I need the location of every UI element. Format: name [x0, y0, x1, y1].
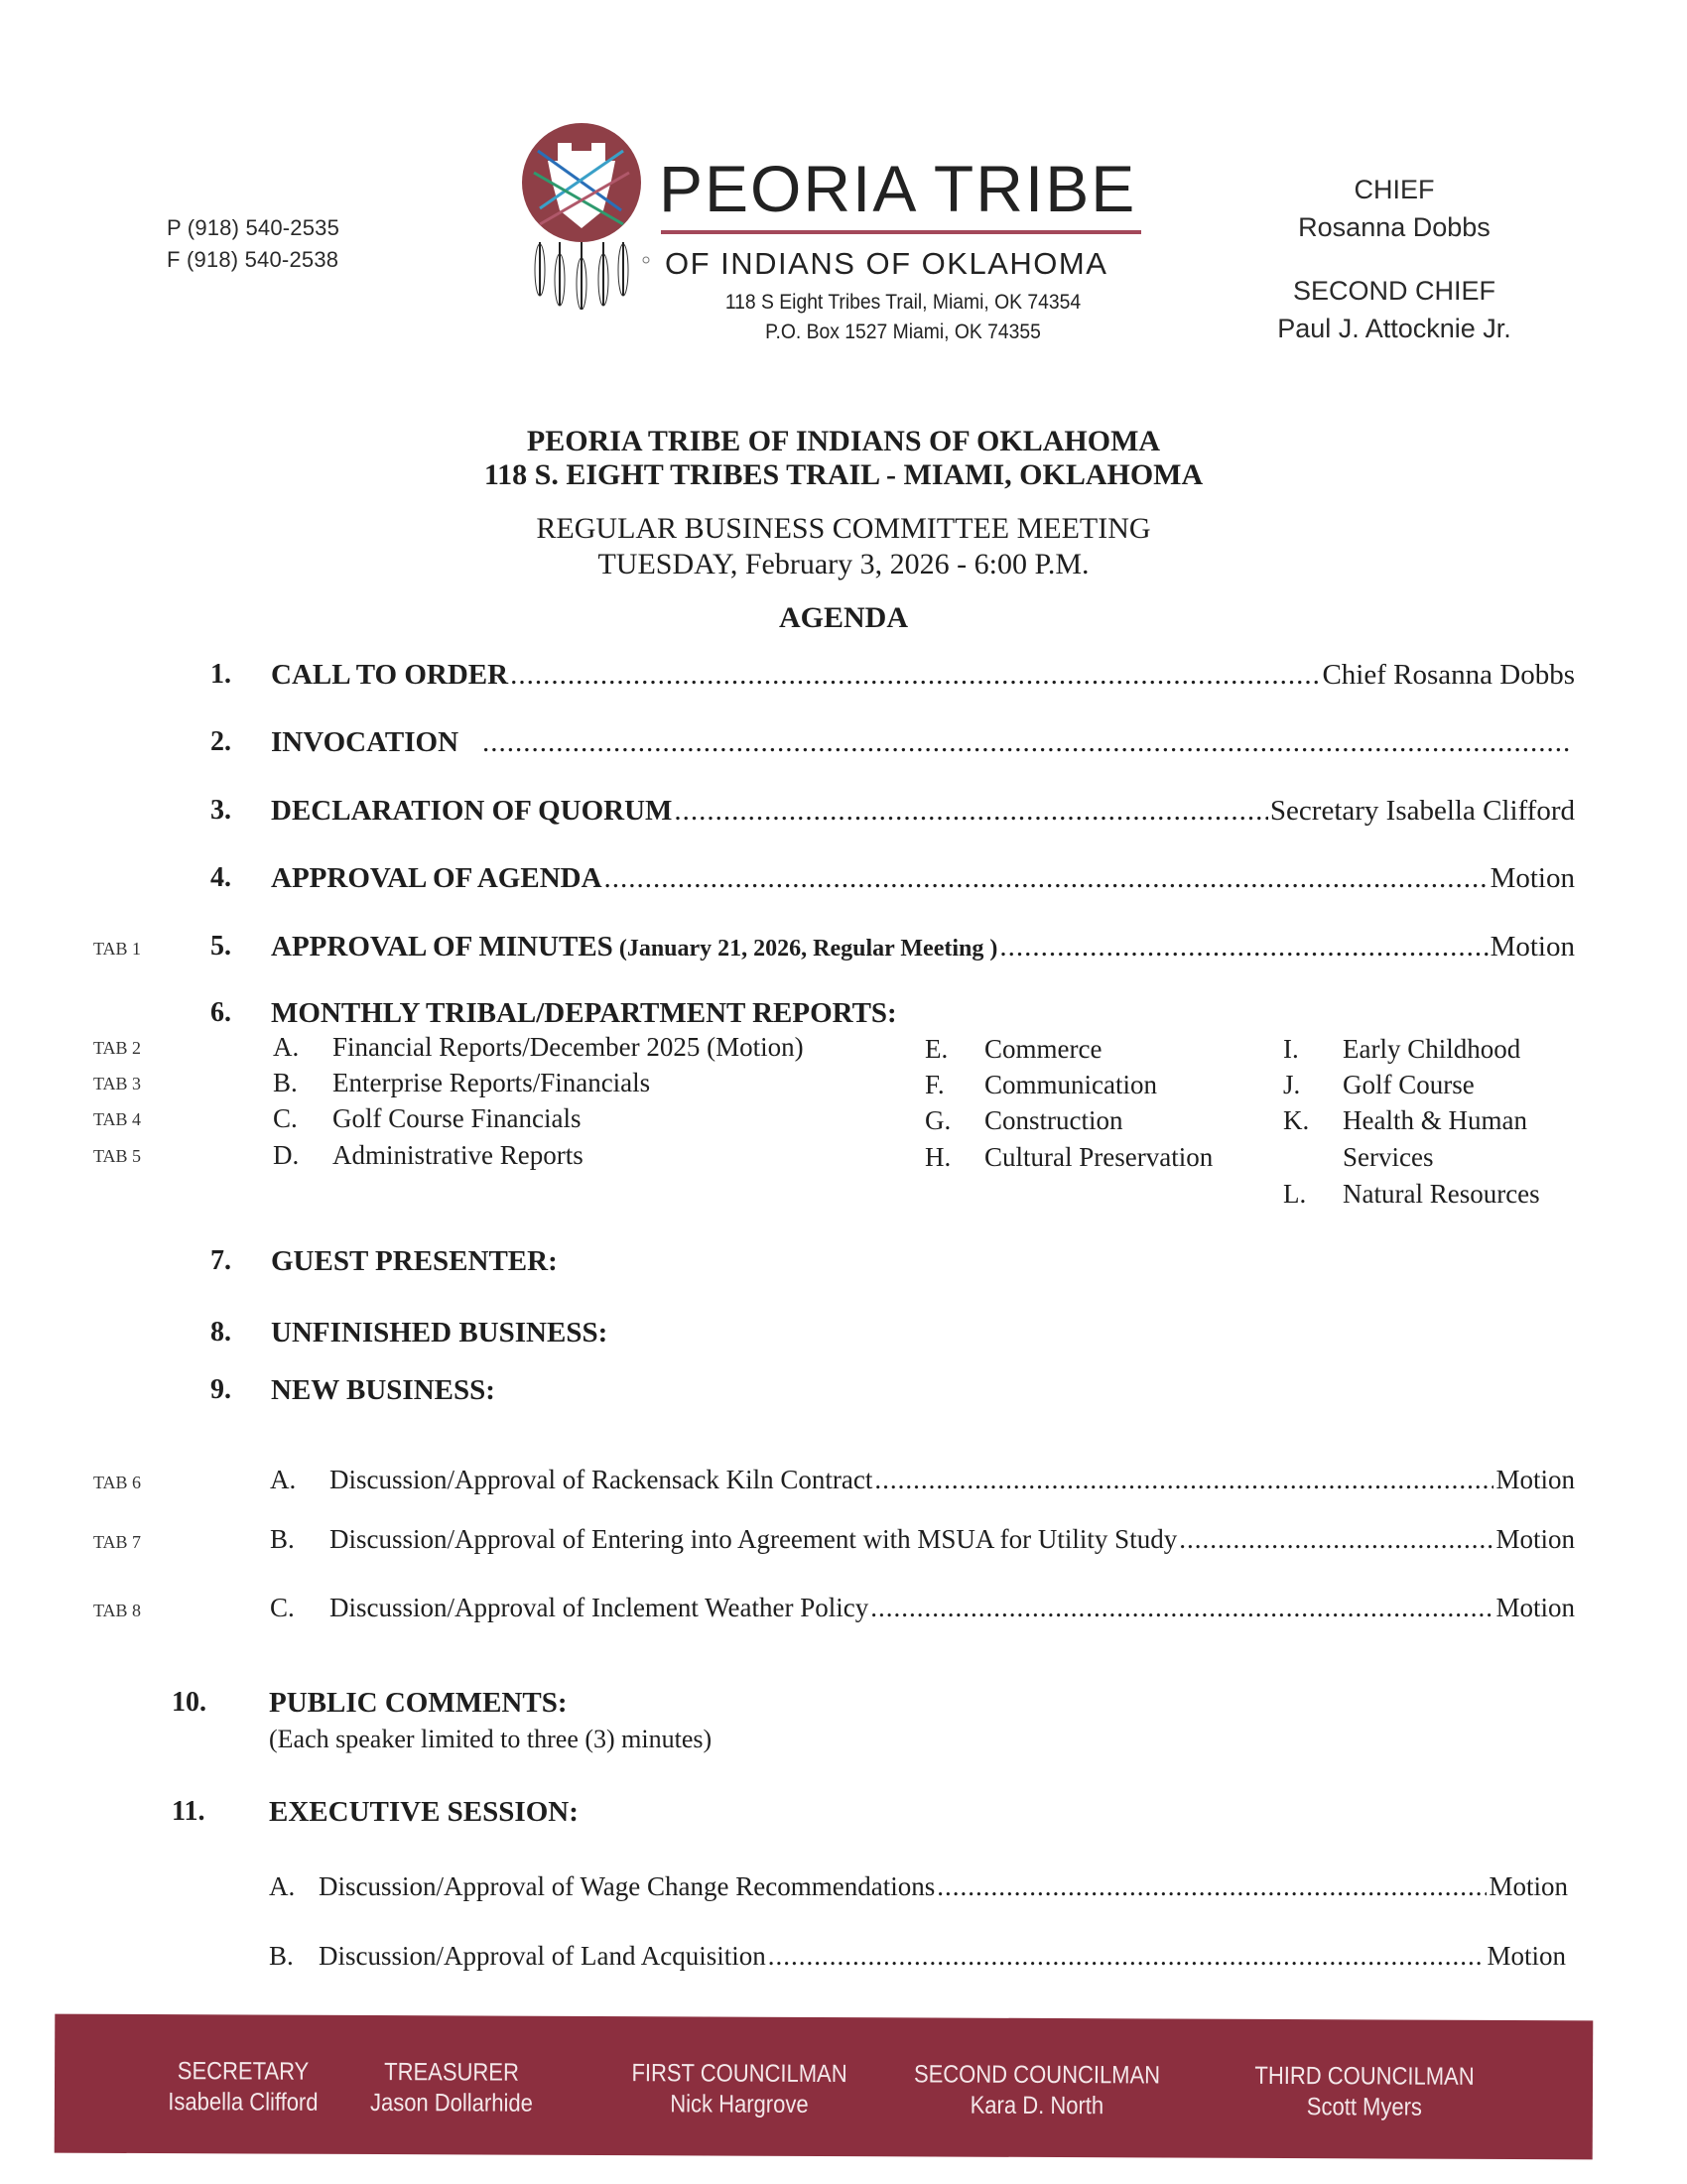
- tab-label: TAB 6: [93, 1473, 142, 1492]
- sub-letter: A.: [270, 1465, 297, 1494]
- item-number: 6.: [210, 997, 231, 1028]
- report-letter: D.: [273, 1140, 300, 1170]
- officer-title: TREASURER: [384, 2058, 519, 2087]
- chief-name: Rosanna Dobbs: [1298, 212, 1491, 242]
- tab-label: TAB 8: [93, 1601, 142, 1620]
- item-number: 7.: [210, 1245, 231, 1276]
- report-text: Natural Resources: [1343, 1179, 1540, 1209]
- report-item: [0, 1068, 893, 1103]
- report-letter: I.: [1283, 1034, 1299, 1064]
- report-letter: C.: [273, 1103, 298, 1133]
- document-heading: [298, 425, 1389, 492]
- chief-title: CHIEF: [1354, 175, 1435, 204]
- org-address: [638, 288, 1168, 347]
- item-number: 2.: [210, 726, 231, 757]
- agenda-item-7: [0, 1245, 1687, 1285]
- report-letter: L.: [1283, 1179, 1307, 1209]
- item-title: NEW BUSINESS:: [271, 1374, 495, 1406]
- tab-label: TAB 3: [93, 1074, 142, 1093]
- sub-letter: B.: [269, 1941, 294, 1971]
- agenda-item-6: [0, 997, 1687, 1037]
- agenda-title: AGENDA: [778, 601, 908, 634]
- tab-label: TAB 7: [93, 1532, 142, 1552]
- sub-text: Discussion/Approval of Inclement Weather Policy: [329, 1593, 869, 1622]
- sub-responsible: Motion: [1495, 1524, 1575, 1554]
- sub-text: Discussion/Approval of Rackensack Kiln Contract: [329, 1465, 873, 1494]
- agenda-item-8: [0, 1317, 1687, 1356]
- sub-responsible: Motion: [1495, 1465, 1575, 1494]
- officer-third-councilman: [1233, 2061, 1495, 2123]
- org-subtitle: OF INDIANS OF OKLAHOMA: [665, 246, 1108, 281]
- officer-first-councilman: [608, 2058, 870, 2120]
- sub-responsible: Motion: [1495, 1593, 1575, 1622]
- leader-dots: [1179, 1524, 1493, 1555]
- item-title: UNFINISHED BUSINESS:: [271, 1317, 608, 1349]
- item-title: APPROVAL OF AGENDA: [271, 862, 602, 894]
- sub-responsible: Motion: [1487, 1941, 1566, 1971]
- agenda-item-2: [0, 726, 1687, 766]
- phone-number: P (918) 540-2535: [167, 215, 340, 240]
- leader-dots: [874, 1465, 1493, 1495]
- officer-title: THIRD COUNCILMAN: [1254, 2061, 1475, 2091]
- sub-text: Discussion/Approval of Wage Change Recommendations: [319, 1871, 936, 1901]
- item-title: MONTHLY TRIBAL/DEPARTMENT REPORTS:: [271, 997, 897, 1029]
- item-note: (January 21, 2026, Regular Meeting ): [618, 936, 998, 962]
- second-chief-name: Paul J. Attocknie Jr.: [1277, 314, 1511, 343]
- item-title: INVOCATION: [271, 726, 459, 758]
- report-letter: E.: [925, 1034, 949, 1064]
- contact-numbers: [167, 212, 339, 276]
- item-title: PUBLIC COMMENTS:: [269, 1687, 568, 1719]
- tab-label: TAB 4: [93, 1109, 142, 1129]
- item-number: 3.: [210, 795, 231, 826]
- leader-dots: [999, 931, 1488, 964]
- report-item: [0, 1032, 893, 1068]
- tab-label: TAB 5: [93, 1146, 142, 1166]
- report-letter: G.: [925, 1105, 952, 1135]
- report-letter: H.: [925, 1142, 952, 1172]
- item-responsible: Secretary Isabella Clifford: [1269, 795, 1575, 827]
- item-title: CALL TO ORDER: [271, 659, 509, 691]
- officer-title: FIRST COUNCILMAN: [631, 2059, 847, 2089]
- meeting-info: [298, 511, 1389, 582]
- meeting-type: REGULAR BUSINESS COMMITTEE MEETING: [536, 512, 1151, 545]
- report-text: Construction: [984, 1105, 1123, 1135]
- item-number: 10.: [172, 1687, 206, 1718]
- report-letter: J.: [1283, 1070, 1301, 1099]
- agenda-item-3: [0, 795, 1687, 835]
- executive-session-item: [0, 1941, 1687, 1981]
- agenda-item-4: [0, 862, 1687, 902]
- second-chief-title: SECOND CHIEF: [1292, 276, 1496, 306]
- leader-dots: [510, 659, 1320, 692]
- officer-name: Kara D. North: [970, 2091, 1104, 2120]
- new-business-item: [0, 1593, 1687, 1632]
- street-address: 118 S Eight Tribes Trail, Miami, OK 74354: [724, 291, 1082, 314]
- sub-letter: B.: [270, 1524, 295, 1554]
- item-number: 4.: [210, 862, 231, 893]
- agenda-item-11: [0, 1796, 1687, 1836]
- report-text: Cultural Preservation: [984, 1142, 1214, 1172]
- officer-name: Jason Dollarhide: [369, 2089, 533, 2118]
- new-business-item: [0, 1465, 1687, 1504]
- item-title: EXECUTIVE SESSION:: [269, 1796, 579, 1828]
- shield-arrows-feathers-icon: [512, 121, 651, 310]
- sub-letter: C.: [270, 1593, 295, 1622]
- report-letter: B.: [273, 1068, 298, 1097]
- public-comments-note: (Each speaker limited to three (3) minutes): [269, 1725, 713, 1753]
- item-number: 9.: [210, 1374, 231, 1405]
- item-responsible: Motion: [1490, 931, 1575, 963]
- item-title: DECLARATION OF QUORUM: [271, 795, 673, 827]
- fax-number: F (918) 540-2538: [167, 247, 339, 272]
- officers-footer: [55, 2014, 1594, 2160]
- report-letter: F.: [925, 1070, 945, 1099]
- officer-second-councilman: [897, 2059, 1177, 2121]
- item-number: 8.: [210, 1317, 231, 1348]
- report-text: Early Childhood: [1343, 1034, 1521, 1064]
- sub-responsible: Motion: [1489, 1871, 1568, 1901]
- agenda-item-9: [0, 1374, 1687, 1414]
- leader-dots: [674, 795, 1268, 828]
- officer-secretary: [156, 2056, 330, 2119]
- report-text: Communication: [984, 1070, 1157, 1099]
- tab-label: TAB 1: [93, 939, 142, 959]
- agenda-item-5: [0, 931, 1687, 970]
- report-text: Golf Course: [1343, 1070, 1475, 1099]
- item-title: APPROVAL OF MINUTES: [271, 931, 613, 963]
- report-text: Enterprise Reports/Financials: [332, 1068, 651, 1097]
- item-number: 11.: [172, 1796, 205, 1827]
- officer-name: Isabella Clifford: [168, 2088, 319, 2117]
- heading-line-1: PEORIA TRIBE OF INDIANS OF OKLAHOMA: [526, 425, 1161, 457]
- po-box-address: P.O. Box 1527 Miami, OK 74355: [765, 321, 1041, 343]
- report-text: Services: [1343, 1142, 1434, 1172]
- officer-title: SECOND COUNCILMAN: [913, 2060, 1161, 2090]
- department-reports-list: [0, 1032, 1687, 1230]
- sub-text: Discussion/Approval of Land Acquisition: [319, 1941, 766, 1971]
- executive-session-item: [0, 1871, 1687, 1911]
- agenda-item-1: [0, 659, 1687, 699]
- report-text: Administrative Reports: [332, 1140, 584, 1170]
- report-text: Health & Human: [1343, 1105, 1527, 1135]
- officer-treasurer: [364, 2057, 539, 2120]
- tab-label: TAB 2: [93, 1038, 142, 1058]
- item-responsible: Motion: [1490, 862, 1575, 894]
- item-number: 5.: [210, 931, 231, 962]
- brand-divider: [661, 230, 1141, 234]
- meeting-datetime: TUESDAY, February 3, 2026 - 6:00 P.M.: [597, 548, 1090, 580]
- new-business-item: [0, 1524, 1687, 1564]
- leader-dots: [482, 726, 1573, 759]
- officer-title: SECRETARY: [177, 2057, 310, 2086]
- sub-letter: A.: [269, 1871, 296, 1901]
- report-text: Financial Reports/December 2025 (Motion): [332, 1032, 804, 1062]
- report-letter: A.: [273, 1032, 300, 1062]
- item-number: 1.: [210, 659, 231, 690]
- report-letter: K.: [1283, 1105, 1310, 1135]
- leader-dots: [768, 1941, 1486, 1972]
- agenda-item-10: [0, 1687, 1687, 1727]
- item-responsible: Chief Rosanna Dobbs: [1322, 659, 1575, 691]
- leader-dots: [604, 862, 1489, 895]
- officer-name: Scott Myers: [1306, 2093, 1423, 2121]
- item-title: GUEST PRESENTER:: [271, 1245, 558, 1277]
- report-text: Golf Course Financials: [332, 1103, 582, 1133]
- report-text: Commerce: [984, 1034, 1103, 1064]
- report-item: [0, 1103, 893, 1139]
- sub-text: Discussion/Approval of Entering into Agreement with MSUA for Utility Study: [329, 1524, 1178, 1554]
- heading-line-2: 118 S. EIGHT TRIBES TRAIL - MIAMI, OKLAHOMA: [483, 458, 1204, 491]
- officer-name: Nick Hargrove: [670, 2090, 809, 2119]
- chief-block: [1250, 171, 1538, 347]
- report-item: [0, 1140, 893, 1176]
- org-name: PEORIA TRIBE: [659, 152, 1137, 225]
- leader-dots: [937, 1871, 1487, 1902]
- leader-dots: [870, 1593, 1493, 1623]
